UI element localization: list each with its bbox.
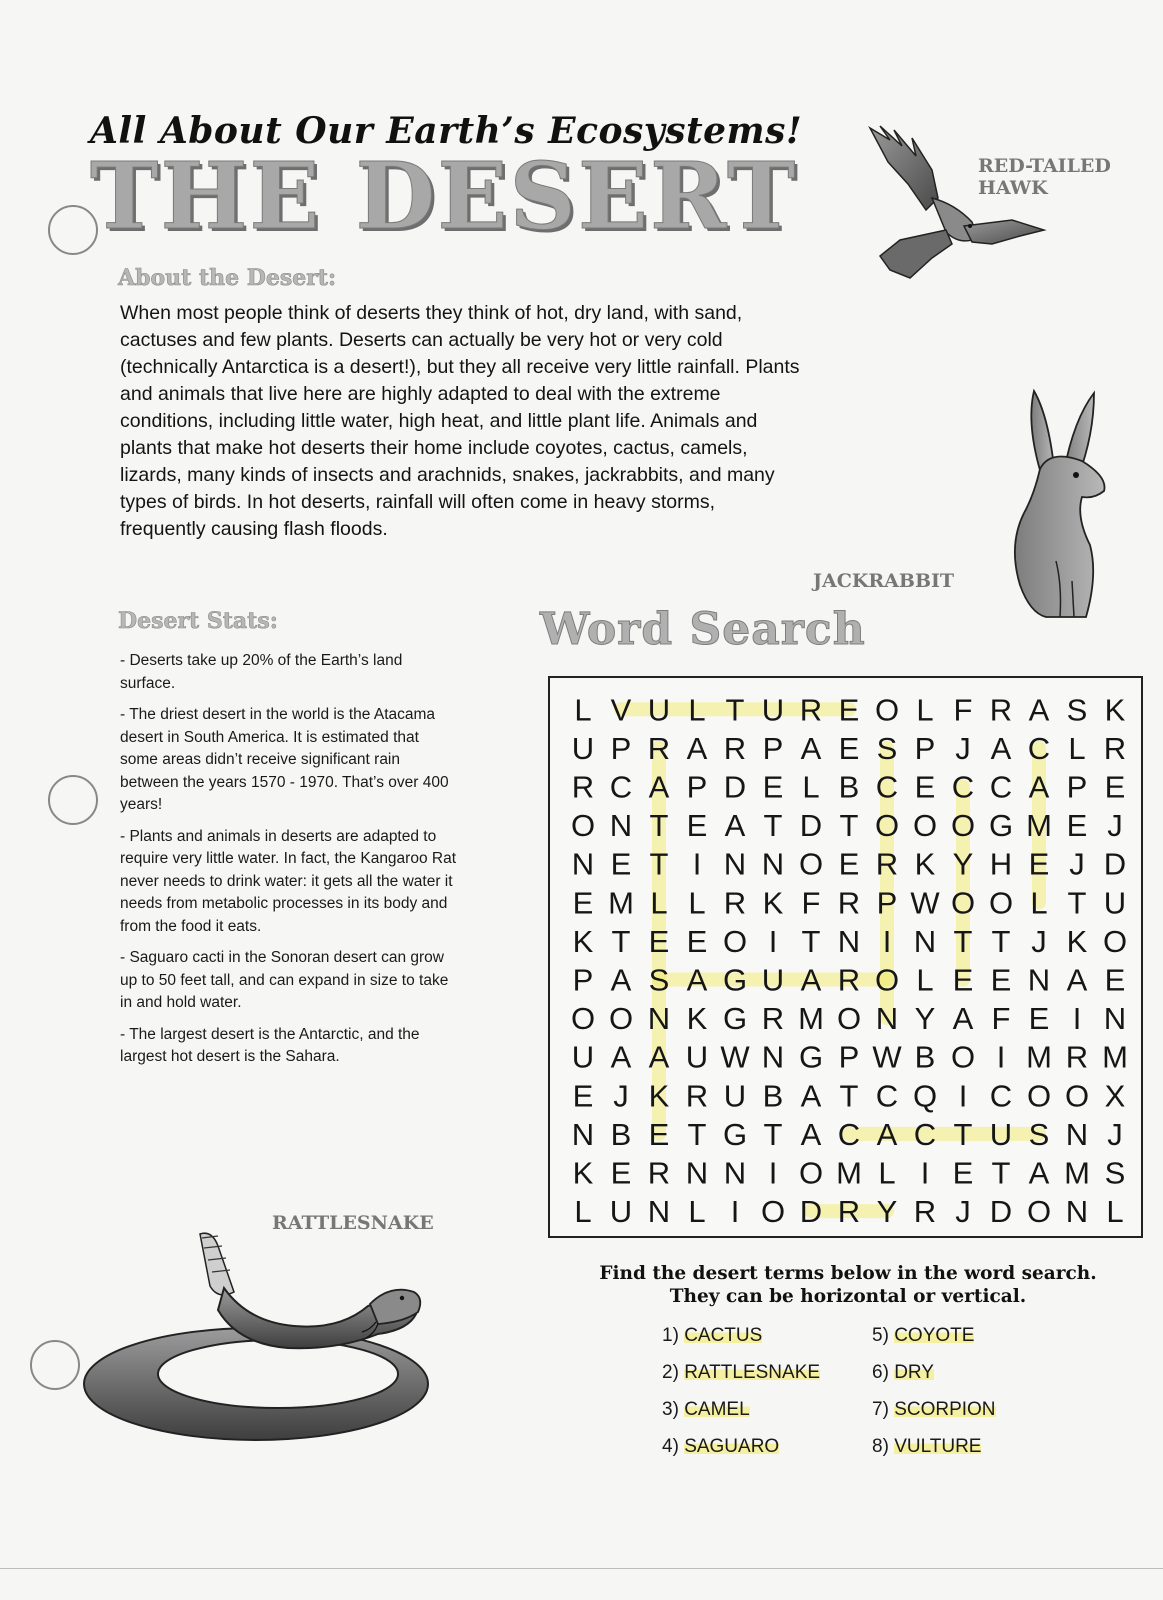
- grid-letter: L: [688, 1194, 706, 1230]
- grid-letter: B: [762, 1078, 784, 1114]
- grid-letter: M: [1026, 1039, 1052, 1075]
- term-item: 7) SCORPION: [872, 1399, 996, 1420]
- grid-letter: O: [570, 808, 596, 844]
- grid-letter: F: [801, 885, 821, 921]
- grid-letter: R: [647, 1155, 671, 1191]
- grid-letter: C: [875, 1078, 899, 1114]
- grid-letter: F: [953, 692, 973, 728]
- grid-letter: O: [836, 1001, 862, 1037]
- grid-letter: E: [1028, 846, 1050, 882]
- grid-letter: E: [762, 769, 784, 805]
- grid-letter: L: [650, 885, 668, 921]
- grid-letter: C: [837, 1116, 861, 1152]
- grid-letter: A: [648, 769, 670, 805]
- grid-letter: T: [687, 1116, 707, 1152]
- grid-letter: K: [1104, 692, 1126, 728]
- grid-letter: N: [609, 808, 633, 844]
- grid-letter: C: [609, 769, 633, 805]
- grid-letter: T: [991, 1155, 1011, 1191]
- grid-letter: L: [574, 1194, 592, 1230]
- grid-letter: E: [914, 769, 936, 805]
- binder-hole: [30, 1340, 80, 1390]
- grid-letter: L: [688, 885, 706, 921]
- grid-letter: R: [875, 846, 899, 882]
- grid-letter: A: [1066, 962, 1088, 998]
- grid-letter: T: [1067, 885, 1087, 921]
- grid-letter: A: [800, 1116, 822, 1152]
- grid-letter: P: [610, 730, 632, 766]
- grid-letter: N: [1065, 1116, 1089, 1152]
- grid-letter: B: [610, 1116, 632, 1152]
- grid-letter: S: [1028, 1116, 1050, 1152]
- grid-letter: O: [570, 1001, 596, 1037]
- grid-letter: I: [1072, 1001, 1082, 1037]
- grid-letter: M: [798, 1001, 824, 1037]
- grid-letter: E: [610, 846, 632, 882]
- grid-letter: R: [571, 769, 595, 805]
- word-search-instructions: [548, 1262, 1148, 1308]
- grid-letter: J: [613, 1078, 629, 1114]
- grid-letter: E: [1104, 769, 1126, 805]
- grid-letter: N: [1027, 962, 1051, 998]
- grid-letter: J: [955, 1194, 971, 1230]
- grid-letter: R: [685, 1078, 709, 1114]
- grid-letter: T: [801, 923, 821, 959]
- grid-letter: R: [837, 1194, 861, 1230]
- grid-letter: Y: [952, 846, 974, 882]
- grid-letter: J: [1031, 923, 1047, 959]
- grid-letter: S: [1066, 692, 1088, 728]
- grid-letter: O: [1026, 1194, 1052, 1230]
- grid-letter: W: [910, 885, 940, 921]
- hawk-label-line1: RED-TAILED: [978, 155, 1111, 177]
- stats-list: [120, 650, 460, 1078]
- grid-letter: G: [722, 1001, 748, 1037]
- grid-letter: M: [1026, 808, 1052, 844]
- grid-letter: K: [648, 1078, 670, 1114]
- grid-letter: Y: [876, 1194, 898, 1230]
- grid-letter: R: [723, 730, 747, 766]
- grid-letter: J: [1107, 1116, 1123, 1152]
- term-item: 8) VULTURE: [872, 1436, 982, 1457]
- stat-item: - Deserts take up 20% of the Earth’s land surface.: [120, 652, 403, 692]
- grid-letter: R: [1065, 1039, 1089, 1075]
- grid-letter: A: [610, 962, 632, 998]
- grid-letter: D: [799, 808, 823, 844]
- grid-letter: T: [839, 808, 859, 844]
- grid-letter: N: [571, 846, 595, 882]
- grid-letter: S: [648, 962, 670, 998]
- grid-letter: R: [647, 730, 671, 766]
- grid-letter: T: [991, 923, 1011, 959]
- grid-letter: W: [720, 1039, 750, 1075]
- grid-letter: T: [649, 808, 669, 844]
- grid-letter: C: [989, 1078, 1013, 1114]
- term-item: 1) CACTUS: [662, 1325, 763, 1346]
- grid-letter: E: [1066, 808, 1088, 844]
- term-item: 4) SAGUARO: [662, 1436, 780, 1457]
- grid-letter: U: [609, 1194, 633, 1230]
- grid-letter: P: [762, 730, 784, 766]
- grid-letter: A: [800, 962, 822, 998]
- grid-letter: U: [647, 692, 671, 728]
- grid-letter: R: [989, 692, 1013, 728]
- grid-letter: N: [1103, 1001, 1127, 1037]
- grid-letter: E: [572, 885, 594, 921]
- grid-letter: O: [760, 1194, 786, 1230]
- grid-letter: E: [838, 730, 860, 766]
- grid-letter: N: [837, 923, 861, 959]
- grid-letter: E: [572, 1078, 594, 1114]
- grid-letter: O: [608, 1001, 634, 1037]
- grid-letter: I: [692, 846, 702, 882]
- grid-letter: T: [725, 692, 745, 728]
- grid-letter: O: [1064, 1078, 1090, 1114]
- grid-letter: O: [798, 1155, 824, 1191]
- grid-letter: O: [874, 692, 900, 728]
- grid-letter: E: [1028, 1001, 1050, 1037]
- grid-letter: T: [611, 923, 631, 959]
- grid-letter: C: [989, 769, 1013, 805]
- grid-letter: E: [686, 923, 708, 959]
- grid-letter: V: [610, 692, 632, 728]
- grid-letter: A: [724, 808, 746, 844]
- stat-item: - The largest desert is the Antarctic, and the largest hot desert is the Sahara.: [120, 1025, 420, 1065]
- grid-letter: I: [730, 1194, 740, 1230]
- grid-letter: O: [1102, 923, 1128, 959]
- grid-letter: E: [952, 962, 974, 998]
- jackrabbit-illustration: [990, 385, 1140, 625]
- grid-letter: U: [761, 962, 785, 998]
- grid-letter: A: [990, 730, 1012, 766]
- grid-letter: Y: [914, 1001, 936, 1037]
- grid-letter: A: [1028, 692, 1050, 728]
- grid-letter: D: [799, 1194, 823, 1230]
- grid-letter: A: [800, 730, 822, 766]
- grid-letter: I: [768, 1155, 778, 1191]
- grid-letter: O: [1026, 1078, 1052, 1114]
- grid-letter: H: [989, 846, 1013, 882]
- grid-letter: A: [686, 962, 708, 998]
- grid-letter: X: [1104, 1078, 1126, 1114]
- grid-letter: A: [952, 1001, 974, 1037]
- grid-letter: R: [913, 1194, 937, 1230]
- about-paragraph: When most people think of deserts they think of hot, dry land, with sand, cactuses and few plants. Deserts can actually be very hot or very cold (technically Antarctica is a desert!), but they all receive very little rainfall. Plants and animals that live here are highly adapted to deal with the extreme conditions, including little water, high heat, and little plant life. Animals and plants that make hot deserts their home include coyotes, cactus, camels, lizards, many kinds of insects and arachnids, snakes, jackrabbits, and many types of birds. In hot deserts, rainfall will often come in heavy storms, frequently causing flash floods.: [120, 302, 800, 540]
- grid-letter: M: [1064, 1155, 1090, 1191]
- grid-letter: U: [571, 730, 595, 766]
- instructions-line1: Find the desert terms below in the word search.: [599, 1263, 1097, 1284]
- grid-letter: U: [685, 1039, 709, 1075]
- grid-letter: I: [958, 1078, 968, 1114]
- grid-letter: E: [1104, 962, 1126, 998]
- grid-letter: N: [1065, 1194, 1089, 1230]
- grid-letter: O: [912, 808, 938, 844]
- grid-letter: O: [874, 808, 900, 844]
- grid-letter: E: [990, 962, 1012, 998]
- jackrabbit-label: JACKRABBIT: [813, 570, 955, 592]
- grid-letter: K: [762, 885, 784, 921]
- grid-letter: C: [875, 769, 899, 805]
- grid-letter: O: [874, 962, 900, 998]
- grid-letter: R: [723, 885, 747, 921]
- grid-letter: F: [991, 1001, 1011, 1037]
- grid-letter: N: [913, 923, 937, 959]
- grid-letter: T: [953, 1116, 973, 1152]
- stat-item: - Saguaro cacti in the Sonoran desert can grow up to 50 feet tall, and can expand in size to take in and hold water.: [120, 949, 449, 1011]
- grid-letter: T: [649, 846, 669, 882]
- grid-letter: O: [988, 885, 1014, 921]
- grid-letter: P: [876, 885, 898, 921]
- grid-letter: S: [876, 730, 898, 766]
- grid-letter: L: [916, 692, 934, 728]
- grid-letter: N: [875, 1001, 899, 1037]
- hawk-illustration: [860, 118, 1060, 288]
- grid-letter: U: [571, 1039, 595, 1075]
- grid-letter: J: [1069, 846, 1085, 882]
- grid-letter: O: [950, 1039, 976, 1075]
- grid-letter: N: [685, 1155, 709, 1191]
- grid-letter: K: [914, 846, 936, 882]
- grid-letter: J: [1107, 808, 1123, 844]
- grid-letter: L: [688, 692, 706, 728]
- grid-letter: B: [914, 1039, 936, 1075]
- grid-letter: U: [1103, 885, 1127, 921]
- grid-letter: L: [574, 692, 592, 728]
- term-item: 2) RATTLESNAKE: [662, 1362, 821, 1383]
- grid-letter: B: [838, 769, 860, 805]
- grid-letter: S: [1104, 1155, 1126, 1191]
- grid-letter: O: [950, 808, 976, 844]
- page-bottom-rule: [0, 1568, 1163, 1569]
- grid-letter: E: [838, 846, 860, 882]
- word-search-grid: [548, 676, 1143, 1238]
- grid-letter: P: [838, 1039, 860, 1075]
- hawk-label: [978, 155, 1111, 199]
- grid-letter: U: [989, 1116, 1013, 1152]
- grid-letter: M: [608, 885, 634, 921]
- grid-letter: K: [572, 1155, 594, 1191]
- grid-letter: P: [914, 730, 936, 766]
- grid-letter: A: [1028, 1155, 1050, 1191]
- grid-letter: L: [1068, 730, 1086, 766]
- grid-letter: I: [996, 1039, 1006, 1075]
- term-list: [662, 1325, 1022, 1475]
- grid-letter: T: [763, 808, 783, 844]
- grid-letter: R: [761, 1001, 785, 1037]
- grid-letter: J: [955, 730, 971, 766]
- grid-letter: K: [572, 923, 594, 959]
- grid-letter: T: [953, 923, 973, 959]
- about-heading: About the Desert:: [118, 265, 337, 291]
- grid-letter: R: [837, 962, 861, 998]
- grid-letter: E: [648, 1116, 670, 1152]
- grid-letter: T: [763, 1116, 783, 1152]
- grid-letter: R: [799, 692, 823, 728]
- grid-letter: G: [988, 808, 1014, 844]
- grid-letter: R: [1103, 730, 1127, 766]
- binder-hole: [48, 775, 98, 825]
- grid-letter: L: [916, 962, 934, 998]
- grid-letter: P: [1066, 769, 1088, 805]
- instructions-line2: They can be horizontal or vertical.: [669, 1286, 1027, 1307]
- grid-letter: I: [768, 923, 778, 959]
- grid-letter: K: [1066, 923, 1088, 959]
- term-item: 3) CAMEL: [662, 1399, 750, 1420]
- word-search-letters: [550, 678, 1141, 1236]
- grid-letter: D: [1103, 846, 1127, 882]
- stats-heading: Desert Stats:: [118, 608, 278, 634]
- grid-letter: K: [686, 1001, 708, 1037]
- grid-letter: L: [802, 769, 820, 805]
- grid-letter: N: [723, 1155, 747, 1191]
- grid-letter: O: [798, 846, 824, 882]
- stat-item: - Plants and animals in deserts are adapted to require very little water. In fact, the Kangaroo Rat never needs to drink water: it gets all the water it needs from metabolic processes in its body and from the food it eats.: [120, 827, 457, 935]
- grid-letter: P: [572, 962, 594, 998]
- grid-letter: L: [878, 1155, 896, 1191]
- grid-letter: M: [1102, 1039, 1128, 1075]
- grid-letter: D: [723, 769, 747, 805]
- grid-letter: I: [882, 923, 892, 959]
- word-search-title: Word Search: [540, 604, 866, 655]
- grid-letter: T: [839, 1078, 859, 1114]
- term-item: 5) COYOTE: [872, 1325, 975, 1346]
- grid-letter: E: [610, 1155, 632, 1191]
- grid-letter: R: [837, 885, 861, 921]
- grid-letter: A: [1028, 769, 1050, 805]
- grid-letter: N: [571, 1116, 595, 1152]
- grid-letter: E: [648, 923, 670, 959]
- grid-letter: L: [1030, 885, 1048, 921]
- grid-letter: A: [876, 1116, 898, 1152]
- grid-letter: Q: [912, 1078, 938, 1114]
- grid-letter: A: [648, 1039, 670, 1075]
- grid-letter: A: [800, 1078, 822, 1114]
- grid-letter: A: [610, 1039, 632, 1075]
- term-item: 6) DRY: [872, 1362, 934, 1383]
- grid-letter: O: [722, 923, 748, 959]
- grid-letter: U: [761, 692, 785, 728]
- grid-letter: W: [872, 1039, 902, 1075]
- rattlesnake-illustration: [78, 1226, 458, 1446]
- grid-letter: M: [836, 1155, 862, 1191]
- grid-letter: C: [1027, 730, 1051, 766]
- grid-letter: P: [686, 769, 708, 805]
- grid-letter: L: [1106, 1194, 1124, 1230]
- grid-letter: C: [913, 1116, 937, 1152]
- hawk-label-line2: HAWK: [978, 177, 1048, 199]
- grid-letter: C: [951, 769, 975, 805]
- grid-letter: N: [647, 1001, 671, 1037]
- page-subtitle: All About Our Earth’s Ecosystems!: [90, 110, 803, 152]
- grid-letter: N: [761, 846, 785, 882]
- rattlesnake-label: RATTLESNAKE: [272, 1212, 434, 1234]
- grid-letter: A: [686, 730, 708, 766]
- grid-letter: G: [722, 1116, 748, 1152]
- grid-letter: D: [989, 1194, 1013, 1230]
- grid-letter: N: [723, 846, 747, 882]
- grid-letter: E: [952, 1155, 974, 1191]
- grid-letter: N: [761, 1039, 785, 1075]
- page-title: THE DESERT: [90, 142, 798, 250]
- grid-letter: G: [798, 1039, 824, 1075]
- grid-letter: G: [722, 962, 748, 998]
- grid-letter: I: [920, 1155, 930, 1191]
- grid-letter: N: [647, 1194, 671, 1230]
- grid-letter: O: [950, 885, 976, 921]
- grid-letter: E: [838, 692, 860, 728]
- grid-letter: E: [686, 808, 708, 844]
- grid-letter: U: [723, 1078, 747, 1114]
- stat-item: - The driest desert in the world is the Atacama desert in South America. It is estimated that some areas didn’t receive significant rain between the years 1570 - 1970. That’s over 400 years!: [120, 706, 449, 813]
